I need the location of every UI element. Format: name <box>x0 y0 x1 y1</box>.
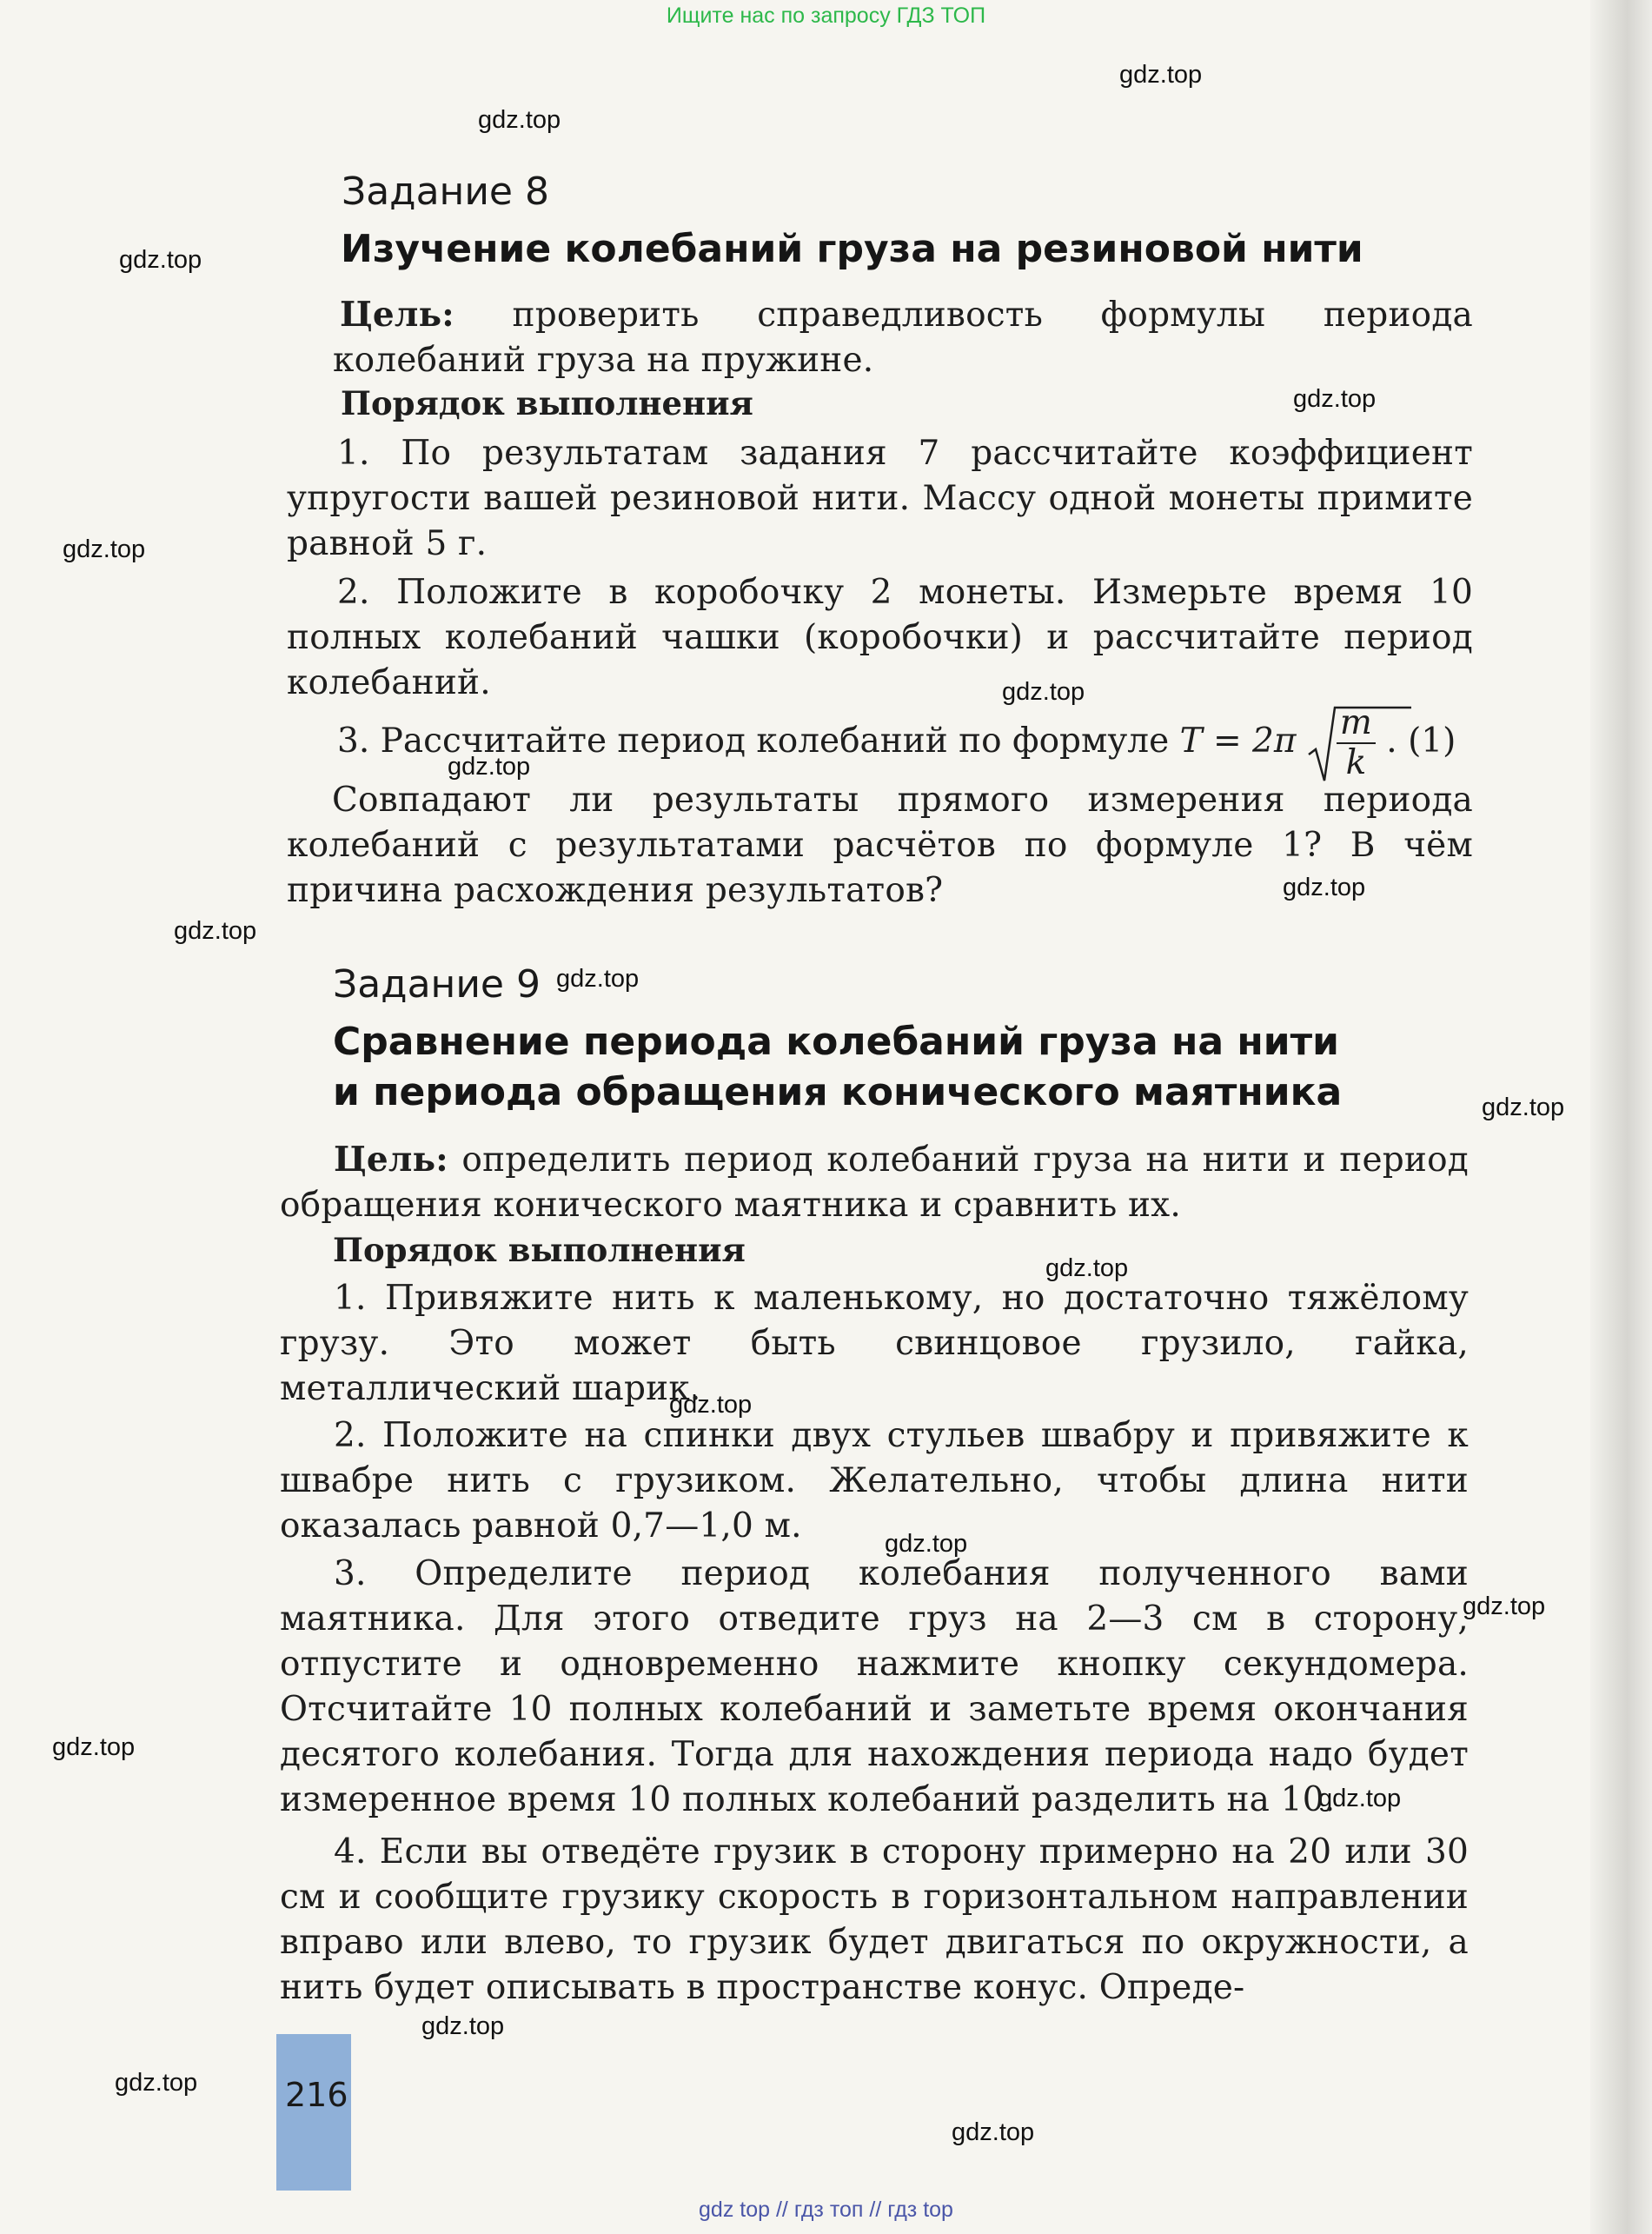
top-banner[interactable]: Ищите нас по запросу ГДЗ ТОП <box>666 3 986 28</box>
watermark: gdz.top <box>448 753 531 781</box>
watermark: gdz.top <box>556 965 640 993</box>
watermark: gdz.top <box>174 917 257 945</box>
watermark: gdz.top <box>1482 1094 1565 1121</box>
task8-number: Задание 8 <box>342 170 549 214</box>
task9-step3: 3. Определите период колебания полученного вами маятника. Для этого отведите груз на 2—3 см в сторону, отпустите и одновременно нажмите кнопку секундомера. Отсчитайте 10 полных колебаний и заметьте время окончания десятого колебания. Тогда для нахождения периода надо будет измеренное время 10 полных колебаний разделить на 10. <box>280 1554 1469 1819</box>
task9-title-line1: Сравнение периода колебаний груза на нити <box>333 1020 1339 1064</box>
sqrt-sign-icon <box>1307 704 1516 788</box>
formula-lhs: T = 2π <box>1179 721 1297 761</box>
watermark: gdz.top <box>115 2069 198 2097</box>
task9-goal-label: Цель: <box>334 1140 448 1180</box>
formula-numerator: m <box>1337 704 1376 744</box>
task8-step3 <box>337 704 1456 782</box>
watermark: gdz.top <box>1463 1592 1546 1620</box>
watermark: gdz.top <box>885 1530 968 1558</box>
formula-denominator: k <box>1345 743 1367 782</box>
task9-title-line2: и периода обращения конического маятника <box>333 1070 1343 1114</box>
watermark: gdz.top <box>669 1391 753 1419</box>
task8-step2: 2. Положите в коробочку 2 монеты. Измерьте время 10 полных колебаний чашки (коробочки) и рассчитайте период колебаний. <box>287 573 1473 702</box>
watermark: gdz.top <box>1283 874 1366 901</box>
watermark: gdz.top <box>63 535 146 563</box>
watermark: gdz.top <box>952 2118 1035 2146</box>
watermark: gdz.top <box>1318 1785 1402 1812</box>
task9-step1: 1. Привяжите нить к маленькому, но достаточно тяжёлому грузу. Это может быть свинцовое грузило, гайка, металлический шарик. <box>280 1279 1469 1408</box>
watermark: gdz.top <box>421 2012 505 2040</box>
formula-tail: . (1) <box>1386 721 1456 761</box>
task8-title: Изучение колебаний груза на резиновой нити <box>341 227 1363 271</box>
task8-goal-text: проверить справедливость формулы периода колебаний груза на пружине. <box>333 296 1473 380</box>
task8-step1: 1. По результатам задания 7 рассчитайте коэффициент упругости вашей резиновой нити. Массу одной монеты примите равной 5 г. <box>287 434 1473 563</box>
task8-question: Совпадают ли результаты прямого измерения периода колебаний с результатами расчётов по формуле 1? В чём причина расхождения результатов? <box>287 781 1473 910</box>
watermark: gdz.top <box>1002 678 1085 706</box>
page-number: 216 <box>285 2076 348 2114</box>
watermark: gdz.top <box>1119 61 1203 89</box>
page-edge-shadow <box>1590 0 1652 2234</box>
task9-step2: 2. Положите на спинки двух стульев швабру и привяжите к швабре нить с грузиком. Желательно, чтобы длина нити оказалась равной 0,7—1,0 м. <box>280 1416 1469 1546</box>
task9-procedure-heading: Порядок выполнения <box>333 1231 746 1269</box>
watermark: gdz.top <box>1045 1254 1129 1282</box>
bottom-banner[interactable]: gdz top // гдз топ // гдз top <box>699 2197 953 2222</box>
task9-goal <box>280 1137 1469 1228</box>
task8-procedure-heading: Порядок выполнения <box>341 384 753 422</box>
watermark: gdz.top <box>52 1733 136 1761</box>
watermark: gdz.top <box>478 106 561 134</box>
task8-goal <box>333 292 1473 383</box>
task9-number: Задание 9 <box>333 962 541 1007</box>
watermark: gdz.top <box>119 246 202 274</box>
task9-goal-text: определить период колебаний груза на нити и период обращения конического маятника и сравнить их. <box>280 1140 1469 1225</box>
formula-sqrt <box>1307 704 1376 782</box>
task8-goal-label: Цель: <box>340 295 454 335</box>
task9-step4: 4. Если вы отведёте грузик в сторону примерно на 20 или 30 см и сообщите грузику скорость в горизонтальном направлении вправо или влево, то грузик будет двигаться по окружности, а нить будет описывать в пространстве конус. Опреде- <box>280 1832 1469 2007</box>
watermark: gdz.top <box>1293 385 1377 413</box>
task8-step3-text: 3. Рассчитайте период колебаний по формуле <box>337 721 1180 761</box>
